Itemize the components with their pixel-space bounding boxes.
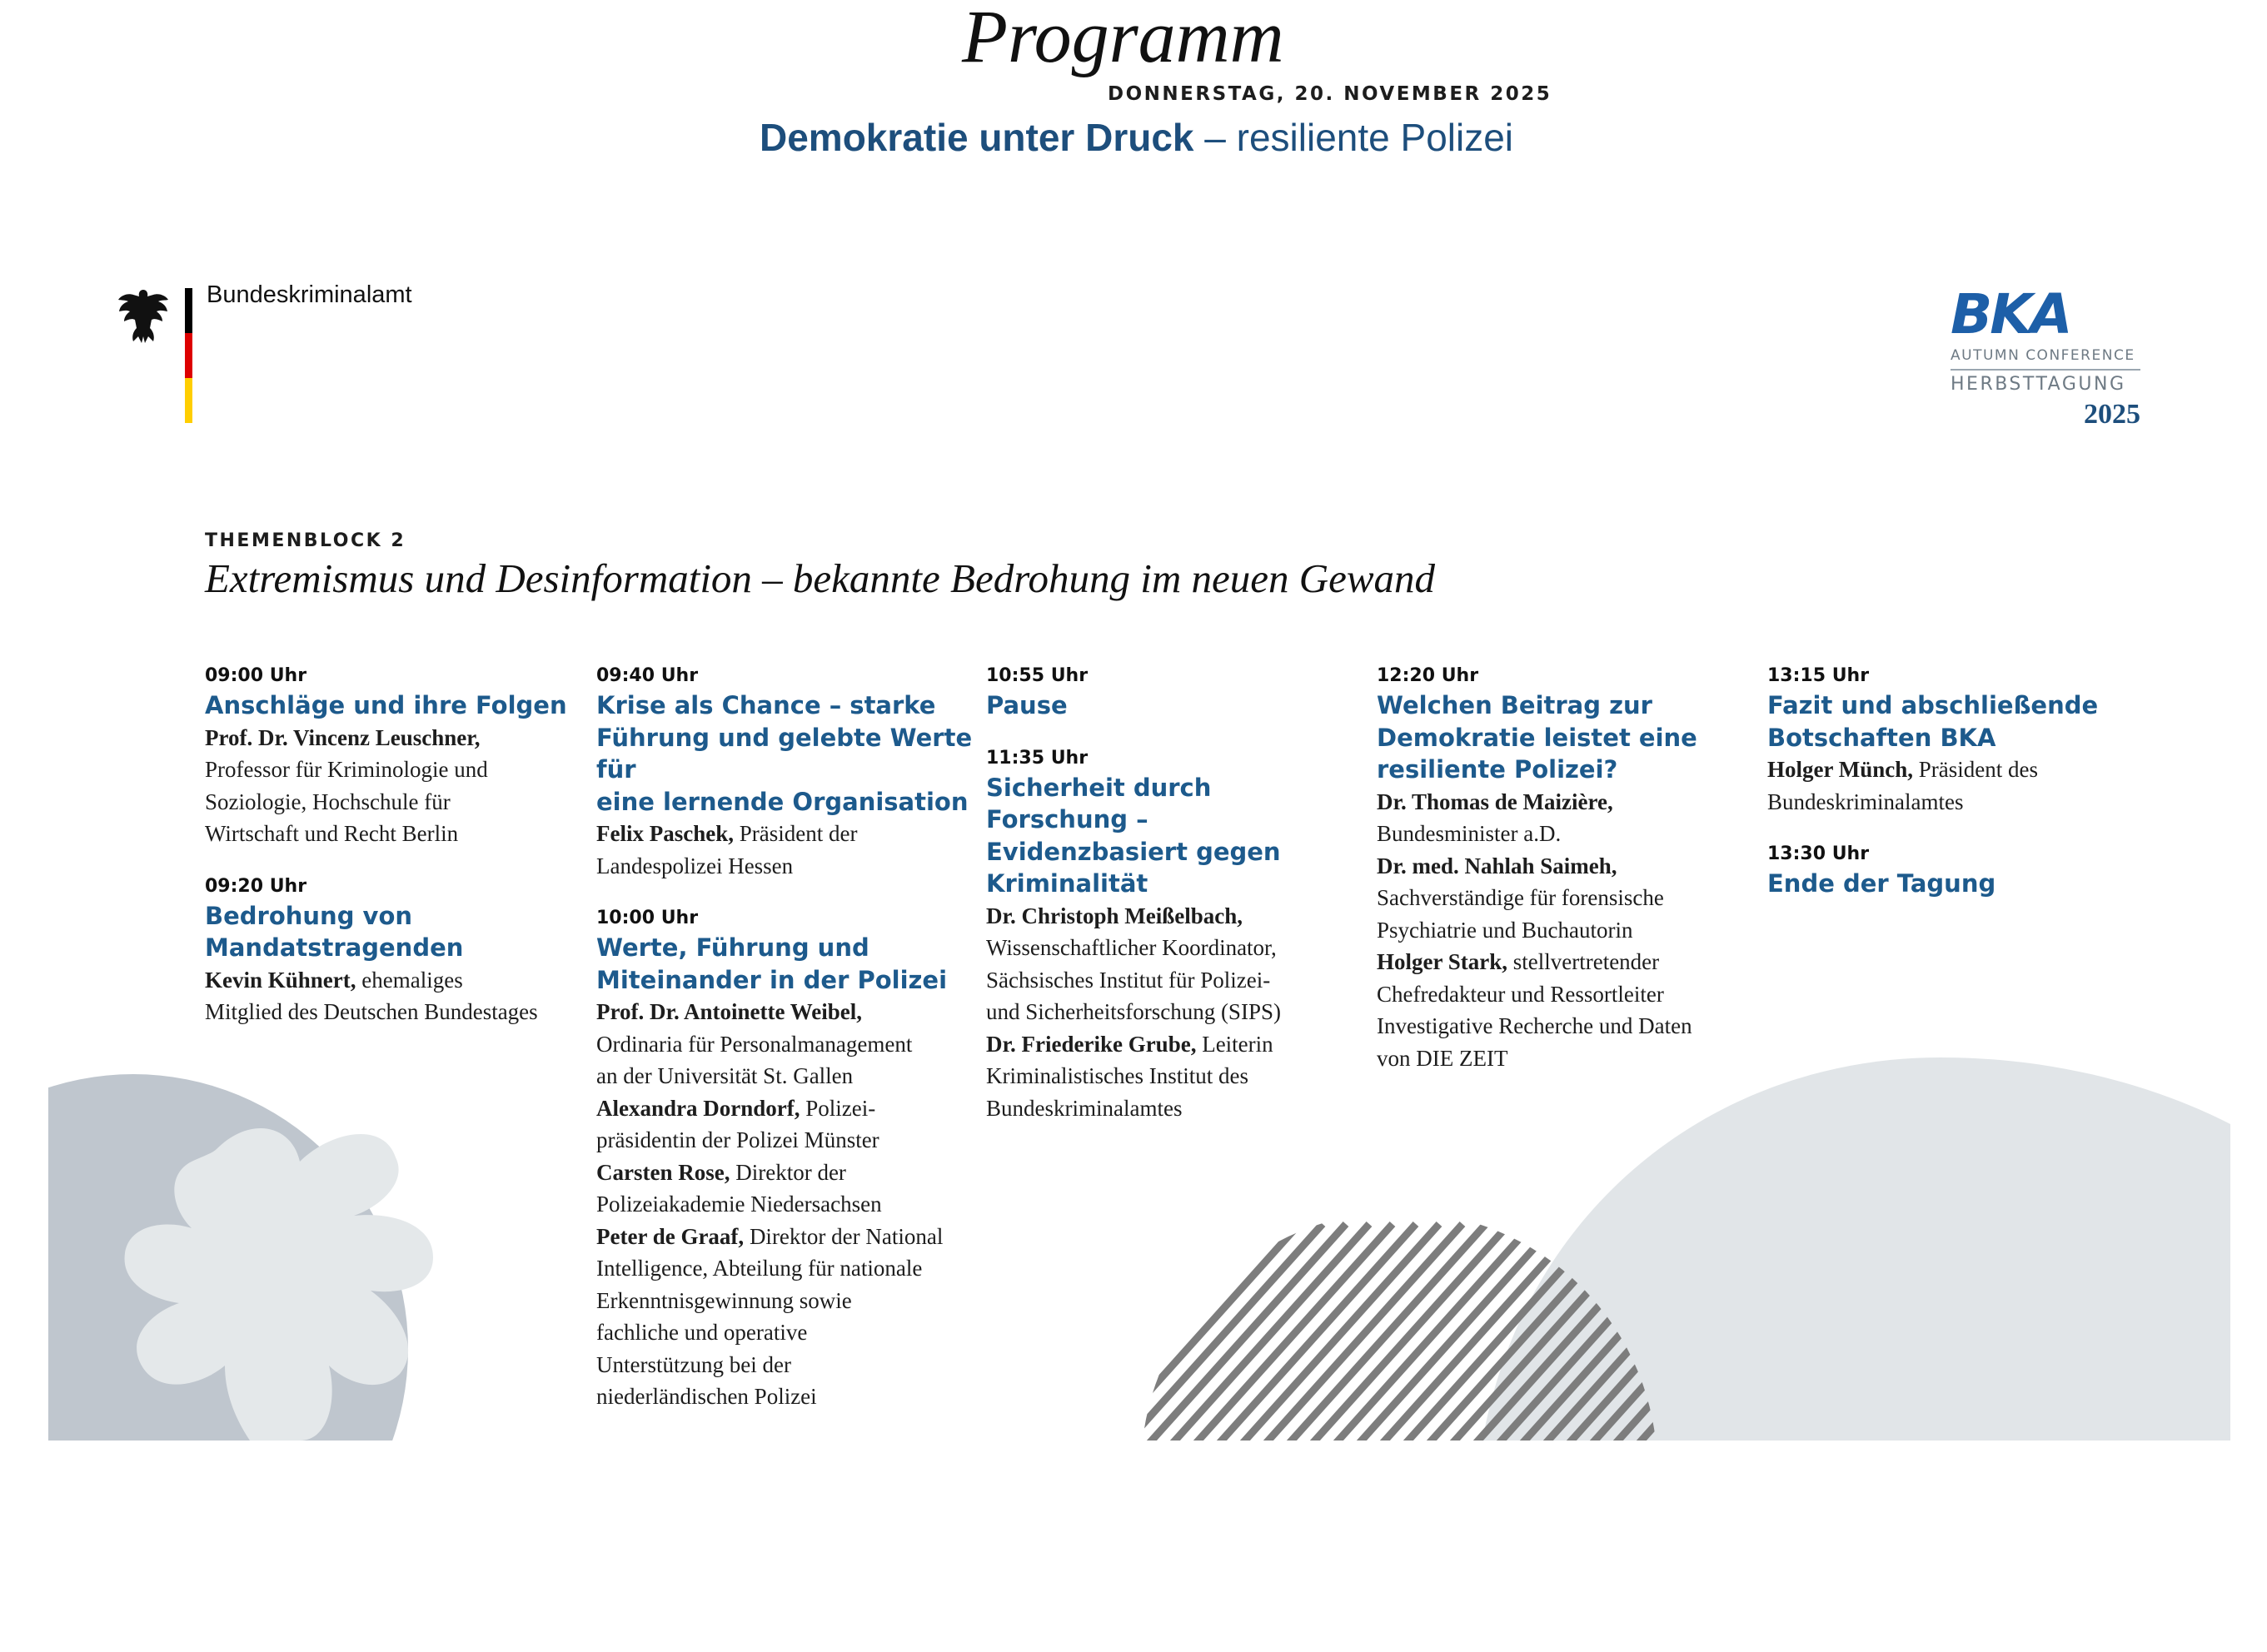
session-time: 09:40 Uhr xyxy=(596,665,699,686)
speaker-line xyxy=(205,964,571,997)
speaker-line xyxy=(986,1060,1353,1092)
hatch-line xyxy=(1246,1224,1462,1465)
block-title: Extremismus und Desinformation – bekannte Bedrohung im neuen Gewand xyxy=(205,555,1436,601)
speaker-role: Ordinaria für Personalmanagement xyxy=(596,1031,913,1057)
program-column-3 xyxy=(986,663,1353,1147)
speaker-line xyxy=(596,818,979,850)
session-time: 13:30 Uhr xyxy=(1767,843,1870,864)
speaker-role: Sächsisches Institut für Polizei- xyxy=(986,967,1271,993)
speaker-line xyxy=(596,1349,979,1381)
speaker-role: Bundeskriminalamtes xyxy=(1767,789,1964,814)
session-item xyxy=(1767,841,2134,900)
session-title-line: Pause xyxy=(986,691,1068,719)
speaker-role: Landespolizei Hessen xyxy=(596,853,794,878)
speaker-line xyxy=(596,1060,979,1092)
subtitle-rest: – resiliente Polizei xyxy=(1193,116,1514,159)
session-item xyxy=(1767,663,2134,818)
program-column-5 xyxy=(1767,663,2134,923)
speaker-role: Chefredakteur und Ressortleiter xyxy=(1377,981,1664,1007)
speaker-line xyxy=(596,1092,979,1125)
session-title-line: Evidenzbasiert gegen xyxy=(986,837,1281,866)
speaker-role: Unterstützung bei der xyxy=(596,1351,791,1377)
logo-line1: AUTUMN CONFERENCE xyxy=(1951,347,2135,364)
speaker-name: Dr. Friederike Grube, xyxy=(986,1031,1197,1057)
logo-bar xyxy=(2067,287,2140,341)
speaker-line xyxy=(596,996,979,1028)
speaker-line xyxy=(596,850,979,883)
speaker-line xyxy=(1377,882,1743,914)
session-title-line: Kriminalität xyxy=(986,869,1148,898)
speaker-line xyxy=(596,1316,979,1349)
speaker-role: Erkenntnisgewinnung sowie xyxy=(596,1287,852,1313)
block-label: THEMENBLOCK 2 xyxy=(205,530,406,551)
speaker-role: an der Universität St. Gallen xyxy=(596,1063,854,1088)
flag-stripe xyxy=(185,288,192,423)
subtitle-bold: Demokratie unter Druck xyxy=(760,116,1194,159)
hatch-line xyxy=(1129,1224,1346,1465)
speaker-name: Holger Münch, xyxy=(1767,757,1913,782)
speaker-line xyxy=(205,996,571,1028)
program-subtitle xyxy=(760,115,1513,160)
hatch-line xyxy=(1223,1224,1439,1465)
hatch-line xyxy=(1269,1224,1486,1465)
speaker-line xyxy=(1377,1042,1743,1075)
speaker-line xyxy=(1767,754,2134,786)
session-title-line: Werte, Führung und xyxy=(596,933,869,962)
session-title-line: eine lernende Organisation xyxy=(596,787,969,816)
speaker-role: und Sicherheitsforschung (SIPS) xyxy=(986,999,1281,1024)
speaker-name: Dr. Christoph Meißelbach, xyxy=(986,903,1243,928)
session-title-line: Krise als Chance – starke xyxy=(596,691,936,719)
logo-word: BKA xyxy=(1951,282,2070,346)
session-item xyxy=(986,745,1353,1125)
speaker-name: Alexandra Dorndorf, xyxy=(596,1095,800,1121)
session-title-line: Botschaften BKA xyxy=(1767,723,1996,752)
speaker-line xyxy=(1377,850,1743,883)
speaker-role: von DIE ZEIT xyxy=(1377,1045,1508,1071)
speaker-role: Präsident des xyxy=(1913,757,2038,782)
session-item xyxy=(205,873,571,1028)
federal-eagle-icon xyxy=(117,286,170,345)
speaker-role: Mitglied des Deutschen Bundestages xyxy=(205,999,538,1024)
hatch-line xyxy=(1293,1224,1509,1465)
speaker-role: Psychiatrie und Buchautorin xyxy=(1377,917,1633,943)
speaker-role: präsidentin der Polizei Münster xyxy=(596,1127,879,1152)
speaker-line xyxy=(1377,946,1743,978)
speaker-line xyxy=(596,1285,979,1317)
speaker-role: Direktor der National xyxy=(744,1223,944,1249)
program-column-2 xyxy=(596,663,979,1436)
speaker-line xyxy=(596,1157,979,1189)
speaker-line xyxy=(986,1028,1353,1061)
session-title-line: Mandatstragenden xyxy=(205,933,464,962)
logo-line2: HERBSTTAGUNG xyxy=(1951,374,2126,395)
speaker-line xyxy=(596,1028,979,1061)
speaker-role: Wissenschaftlicher Koordinator, xyxy=(986,935,1277,960)
session-time: 09:20 Uhr xyxy=(205,875,307,897)
logo-divider xyxy=(1951,369,2140,371)
speaker-role: Direktor der xyxy=(730,1159,846,1185)
speaker-name: Dr. Thomas de Maizière, xyxy=(1377,789,1613,814)
speaker-line xyxy=(205,786,571,819)
speaker-name: Prof. Dr. Antoinette Weibel, xyxy=(596,999,862,1024)
speaker-name: Peter de Graaf, xyxy=(596,1223,745,1249)
bka-conference-logo xyxy=(1951,282,2140,430)
speaker-role: Sachverständige für forensische xyxy=(1377,885,1664,910)
session-title-line: Welchen Beitrag zur xyxy=(1377,691,1652,719)
org-name: Bundeskriminalamt xyxy=(207,281,412,308)
speaker-role: Präsident der xyxy=(733,821,858,846)
speaker-line xyxy=(986,996,1353,1028)
speaker-line xyxy=(596,1381,979,1413)
hatch-line xyxy=(1153,1224,1369,1465)
speaker-name: Dr. med. Nahlah Saimeh, xyxy=(1377,853,1617,878)
session-title-line: Fazit und abschließende xyxy=(1767,691,2099,719)
program-column-4 xyxy=(1377,663,1743,1097)
speaker-name: Prof. Dr. Vincenz Leuschner, xyxy=(205,724,481,750)
session-item xyxy=(596,905,979,1413)
speaker-line xyxy=(1377,978,1743,1011)
speaker-line xyxy=(986,932,1353,964)
session-item xyxy=(1377,663,1743,1074)
speaker-line xyxy=(1377,786,1743,819)
session-item xyxy=(986,663,1353,722)
speaker-role: Kriminalistisches Institut des xyxy=(986,1063,1248,1088)
session-time: 12:20 Uhr xyxy=(1377,665,1479,686)
speaker-role: Wirtschaft und Recht Berlin xyxy=(205,821,459,846)
right-arc-shape xyxy=(1482,1057,2230,1441)
speaker-role: fachliche und operative xyxy=(596,1320,808,1345)
speaker-name: Carsten Rose, xyxy=(596,1159,730,1185)
session-title-line: Bedrohung von xyxy=(205,901,413,930)
speaker-role: Polizei- xyxy=(800,1095,876,1121)
speaker-role: Leiterin xyxy=(1196,1031,1273,1057)
speaker-line xyxy=(986,1092,1353,1125)
program-title: Programm xyxy=(962,0,1284,78)
session-time: 10:00 Uhr xyxy=(596,908,699,928)
speaker-line xyxy=(205,722,571,754)
speaker-role: Bundeskriminalamtes xyxy=(986,1095,1183,1121)
speaker-role: Investigative Recherche und Daten xyxy=(1377,1013,1692,1038)
speaker-line xyxy=(205,754,571,786)
session-item xyxy=(596,663,979,882)
speaker-line xyxy=(1377,1010,1743,1042)
speaker-line xyxy=(1377,914,1743,947)
speaker-line xyxy=(986,964,1353,997)
session-title-line: Demokratie leistet eine xyxy=(1377,723,1697,752)
session-time: 10:55 Uhr xyxy=(986,665,1089,686)
speaker-role: Professor für Kriminologie und xyxy=(205,757,488,782)
speaker-role: Intelligence, Abteilung für nationale xyxy=(596,1256,923,1281)
speaker-role: Soziologie, Hochschule für xyxy=(205,789,451,814)
program-column-1 xyxy=(205,663,571,1052)
session-title-line: Führung und gelebte Werte für xyxy=(596,723,973,784)
speaker-role: stellvertretender xyxy=(1507,949,1660,974)
hatch-line xyxy=(1199,1224,1416,1465)
speaker-name: Kevin Kühnert, xyxy=(205,967,356,993)
speaker-line xyxy=(596,1221,979,1253)
speaker-line xyxy=(596,1124,979,1157)
speaker-name: Holger Stark, xyxy=(1377,949,1507,974)
speaker-role: niederländischen Polizei xyxy=(596,1384,817,1409)
speaker-name: Felix Paschek, xyxy=(596,821,734,846)
speaker-line xyxy=(986,900,1353,933)
hatch-line xyxy=(1176,1224,1393,1465)
session-time: 13:15 Uhr xyxy=(1767,665,1870,686)
session-title-line: Sicherheit durch Forschung – xyxy=(986,773,1212,833)
speaker-role: Bundesminister a.D. xyxy=(1377,821,1562,846)
session-item xyxy=(205,663,571,850)
speaker-role: Polizeiakademie Niedersachsen xyxy=(596,1192,882,1217)
speaker-line xyxy=(596,1188,979,1221)
session-time: 11:35 Uhr xyxy=(986,747,1089,769)
session-title-line: Ende der Tagung xyxy=(1767,869,1996,898)
speaker-line xyxy=(596,1252,979,1285)
logo-year: 2025 xyxy=(2084,399,2140,430)
session-time: 09:00 Uhr xyxy=(205,665,307,686)
hatch-line xyxy=(1106,1224,1323,1465)
session-title-line: resiliente Polizei? xyxy=(1377,755,1618,784)
program-date: DONNERSTAG, 20. NOVEMBER 2025 xyxy=(1108,83,1552,105)
speaker-line xyxy=(205,818,571,850)
speaker-line xyxy=(1377,818,1743,850)
session-title-line: Miteinander in der Polizei xyxy=(596,965,948,994)
hatch-line xyxy=(1083,1224,1299,1465)
speaker-line xyxy=(1767,786,2134,819)
session-title-line: Anschläge und ihre Folgen xyxy=(205,691,567,719)
speaker-role: ehemaliges xyxy=(356,967,463,993)
